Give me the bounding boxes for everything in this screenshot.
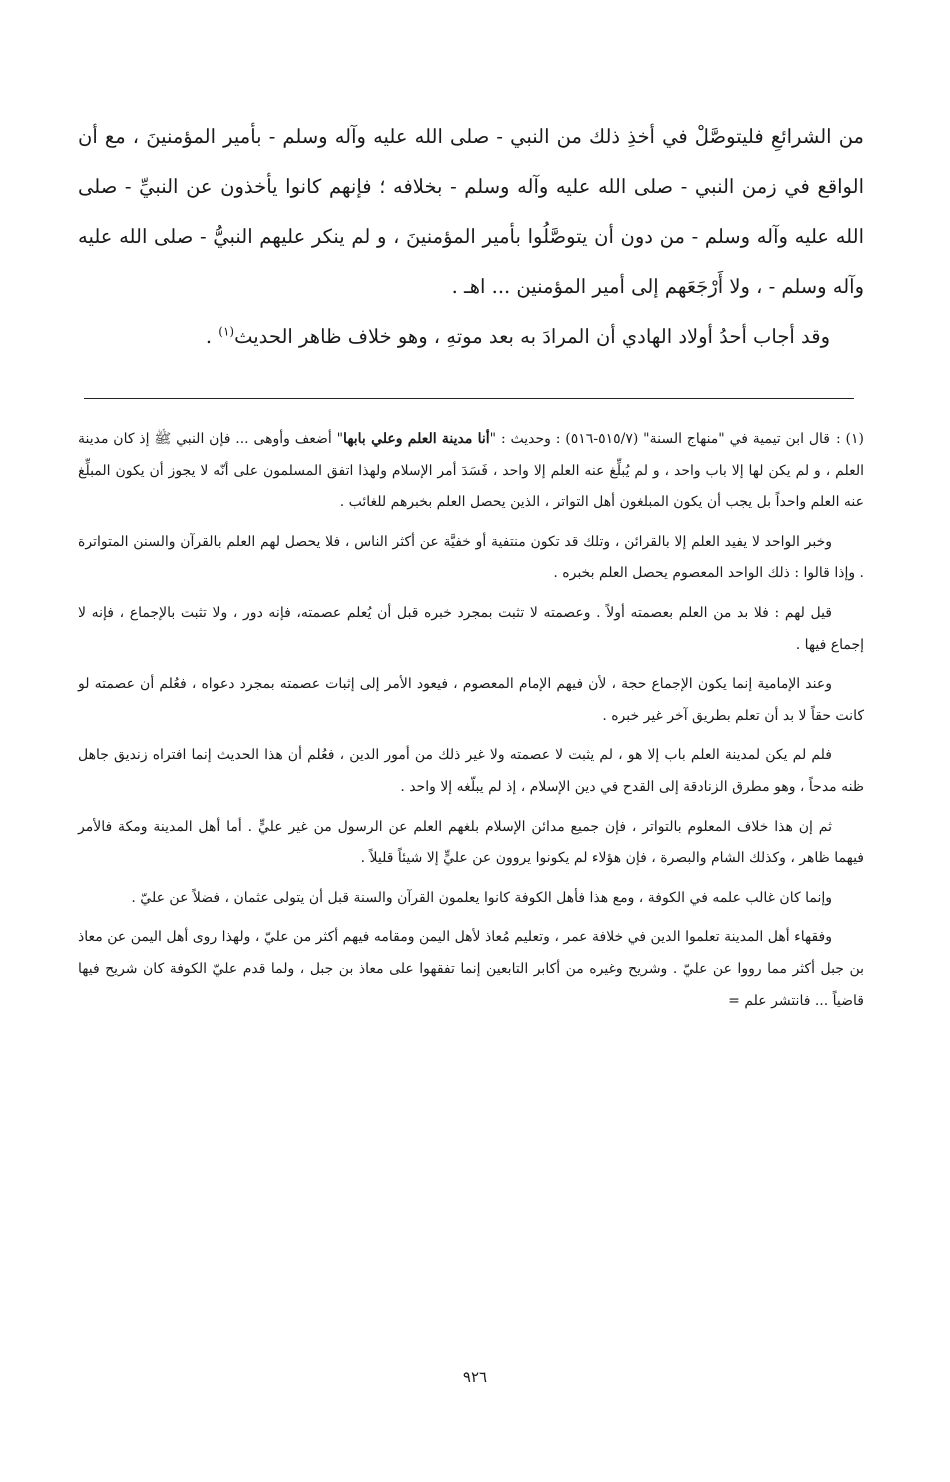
footnote-reference: (١)	[218, 324, 235, 339]
footnote-paragraph-4: وعند الإمامية إنما يكون الإجماع حجة ، لأن فيهم الإمام المعصوم ، فيعود الأمر إلى إثبات عصمته بمجرد دعواه ، فعُلم أن عصمته لو كانت حقاً لا بد أن تعلم بطريق آخر غير خبره .	[78, 676, 864, 724]
footnote-paragraph-3: قيل لهم : فلا بد من العلم بعصمته أولاً . وعصمته لا تثبت بمجرد خبره قبل أن يُعلم عصمته، فإنه دور ، ولا تثبت بالإجماع ، فإنه لا إجماع فيها .	[78, 604, 864, 653]
page-number: ٩٢٦	[462, 1368, 488, 1386]
footnote-paragraph-7: وإنما كان غالب علمه في الكوفة ، ومع هذا فأهل الكوفة كانوا يعلمون القرآن والسنة قبل أن يتولى عثمان ، فضلاً عن عليّ .	[131, 889, 832, 906]
footnote-paragraph-8: وفقهاء أهل المدينة تعلموا الدين في خلافة عمر ، وتعليم مُعاذ لأهل اليمن ومقامه فيهم أكثر من عليّ ، ولهذا روى أهل اليمن عن معاذ بن جبل أكثر مما رووا عن عليّ . وشريح وغيره من أكابر التابعين إنما تفقهوا على معاذ بن جبل ، ولما قدم عليّ الكوفة كان شريح فيها قاضياً ... فانتشر علم =	[78, 929, 865, 1009]
main-paragraph-2	[78, 312, 864, 362]
main-paragraph-1: من الشرائعِ فليتوصَّلْ في أخذِ ذلك من النبي - صلى الله عليه وآله وسلم - بأمير المؤمنينَ ، مع أن الواقع في زمن النبي - صلى الله عليه وآله وسلم - بخلافه ؛ فإنهم كانوا يأخذون عن النبيِّ - صلى الله عليه وآله وسلم - من دون أن يتوصَّلُوا بأمير المؤمنينَ ، و لم ينكر عليهم النبيُّ - صلى الله عليه وآله وسلم - ، ولا أَرْجَعَهم إلى أمير المؤمنين ... اهـ .	[78, 125, 864, 298]
footnote-marker: (١) :	[835, 431, 864, 447]
footnotes	[78, 424, 864, 1025]
footnote-paragraph-6: ثم إن هذا خلاف المعلوم بالتواتر ، فإن جميع مدائن الإسلام بلغهم العلم عن الرسول من غير عليٍّ . أما أهل المدينة ومكة فالأمر فيهما ظاهر ، وكذلك الشام والبصرة ، فإن هؤلاء لم يكونوا يروون عن عليٍّ إلا شيئاً قليلاً .	[78, 818, 864, 867]
hadith-quote: أنا مدينة العلم وعلي بابها	[343, 431, 490, 447]
footnote-paragraph-5: فلم لم يكن لمدينة العلم باب إلا هو ، لم يثبت لا عصمته ولا غير ذلك من أمور الدين ، فعُلم أن هذا الحديث إنما افتراه زنديق جاهل ظنه مدحاً ، وهو مطرق الزنادقة إلى القدح في دين الإسلام ، إذ لم يبلّغه إلا واحد .	[78, 747, 864, 795]
footnote-paragraph-2: وخبر الواحد لا يفيد العلم إلا بالقرائن ، وتلك قد تكون منتفية أو خفيَّة عن أكثر الناس ، فلا يحصل لهم العلم بالقرآن والسنن المتواترة . وإذا قالوا : ذلك الواحد المعصوم يحصل العلم بخبره .	[78, 533, 864, 582]
main-text	[78, 112, 864, 362]
footnote-1	[78, 424, 864, 519]
footnote-1-pre: قال ابن تيمية في "منهاج السنة" (٥١٥/٧-٥١٦) : وحديث : "	[489, 431, 830, 447]
main-paragraph-2-text: وقد أجاب أحدُ أولاد الهادي أن المرادَ به بعد موتهِ ، وهو خلاف ظاهر الحديث	[234, 325, 830, 348]
footnote-divider	[84, 398, 854, 399]
footnote-1-post: " أضعف وأوهى ... فإن النبي ﷺ إذ كان مدينة العلم ، و لم يكن لها إلا باب واحد ، و لم يُبلِّغ عنه العلم إلا واحد ، فَسَدَ أمر الإسلام ولهذا اتفق المسلمون على أنّه لا يجوز أن يكون المبلِّغ عنه العلم واحداً بل يجب أن يكون المبلغون أهل التواتر ، الذين يحصل العلم بخبرهم للغائب .	[78, 431, 864, 511]
main-paragraph-2-end: .	[205, 325, 219, 348]
